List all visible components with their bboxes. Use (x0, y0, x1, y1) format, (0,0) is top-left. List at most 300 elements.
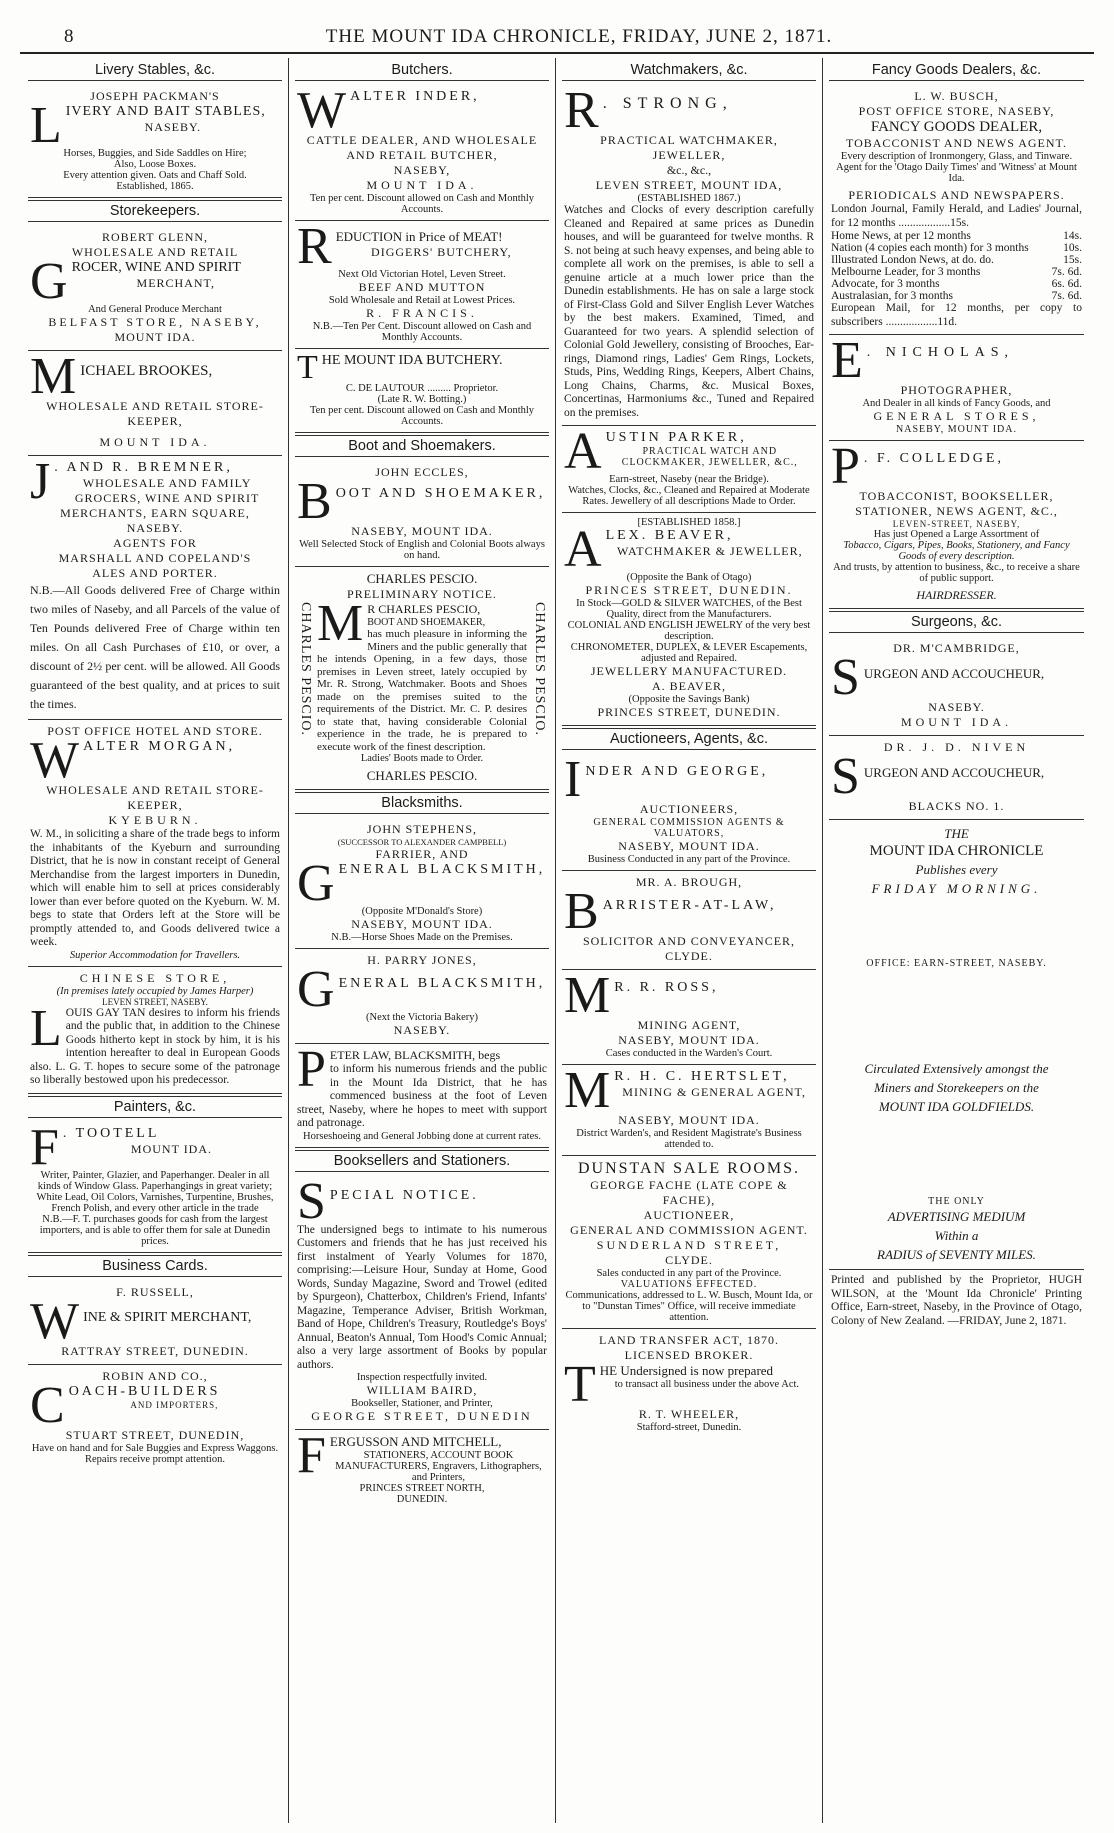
ad-body: STATIONERS, ACCOUNT BOOK MANUFACTURERS, Engravers, Lithographers, and Printers, (335, 1450, 542, 1483)
newspaper-price: 7s. 6d. (1051, 266, 1082, 278)
ad-body: Ten per cent. Discount allowed on Cash and Monthly Accounts. (309, 405, 535, 427)
section-heading: Fancy Goods Dealers, &c. (829, 60, 1084, 81)
page-number: 8 (64, 26, 75, 47)
newspaper-title: Melbourne Leader, for 3 months (831, 266, 981, 278)
ad-address: RATTRAY STREET, DUNEDIN. (61, 1343, 249, 1358)
chronicle-circ: Circulated Extensively amongst the (864, 1061, 1049, 1076)
drop-cap: M (564, 967, 611, 1024)
ad-line: TOBACCONIST AND NEWS AGENT. (845, 136, 1067, 150)
ad-line: Every attention given. Oats and Chaff Sold. (63, 170, 247, 181)
section-heading: Blacksmiths. (295, 792, 549, 814)
drop-cap: W (30, 1292, 80, 1350)
ad-body: In Stock—GOLD & SILVER WATCHES, of the Best Quality, direct from the Manufacturers. (576, 598, 802, 620)
ad-name: MR. A. BROUGH, (635, 875, 743, 889)
ad-line: CATTLE DEALER, AND WHOLESALE AND RETAIL BUTCHER, (306, 133, 538, 162)
ad-line: SOLICITOR AND CONVEYANCER, (582, 934, 796, 948)
ad-glenn (28, 226, 282, 351)
newspaper-price: 14s. (1063, 230, 1082, 242)
ad-line: WHOLESALE AND RETAIL STORE-KEEPER, (46, 783, 264, 812)
ad-title: FANCY GOODS DEALER, (870, 119, 1043, 135)
newspaper-item (831, 290, 1082, 302)
ad-body: Communications, addressed to L. W. Busch, Mount Ida, or to "Dunstan Times" Office, will receive immediate attention. (565, 1290, 813, 1323)
side-text-right: CHARLES PESCIO. (532, 602, 547, 737)
ad-head: LAND TRANSFER ACT, 1870. (599, 1333, 779, 1347)
ad-body: COLONIAL AND ENGLISH JEWELRY of the very best description. (567, 620, 811, 642)
ad-location: (Next the Victoria Bakery) (365, 1012, 478, 1023)
ad-colledge (829, 438, 1084, 609)
ad-line: PRACTICAL WATCHMAKER, JEWELLER, (600, 133, 778, 162)
ad-body: And trusts, by attention to business, &c., to receive a share of public support. (833, 562, 1080, 584)
newspaper-item (831, 266, 1082, 278)
section-heading: Painters, &c. (28, 1096, 282, 1118)
ad-line: Sold Wholesale and Retail at Lowest Prices. (328, 295, 516, 306)
chronicle-office: OFFICE: EARN-STREET, NASEBY. (866, 958, 1047, 969)
ad-place: NASEBY, MOUNT IDA. (618, 1033, 760, 1047)
drop-cap: M (564, 1062, 611, 1119)
drop-cap: R (564, 82, 599, 139)
ad-note: N.B.—Ten Per Cent. Discount allowed on Cash and Monthly Accounts. (312, 321, 532, 343)
ad-name: DR. M'CAMBRIDGE, (893, 641, 1020, 655)
ad-line: And General Produce Merchant (88, 304, 222, 315)
ad-title: NDER AND GEORGE, (585, 764, 769, 779)
newspaper-item: London Journal, Family Herald, and Ladies' Journal, for 12 months ..................15s. (831, 203, 1082, 229)
ad-established: (ESTABLISHED 1867.) (637, 193, 741, 204)
drop-cap: A (564, 521, 602, 578)
ad-line: KEEPER, (127, 414, 183, 428)
ad-name: F. RUSSELL, (116, 1284, 194, 1299)
ad-title: DUNSTAN SALE ROOMS. (577, 1160, 801, 1177)
ad-ross (562, 967, 816, 1065)
ad-line: MINING & GENERAL AGENT, (622, 1085, 806, 1099)
ad-place: CLYDE. (665, 1253, 713, 1267)
ad-address: Earn-street, Naseby (near the Bridge). (609, 474, 769, 485)
ad-signature: R. T. WHEELER, (638, 1407, 740, 1421)
masthead: THE MOUNT IDA CHRONICLE, FRIDAY, JUNE 2, 1871. (325, 26, 833, 47)
drop-cap: I (564, 751, 582, 808)
ad-title: . TOOTELL (62, 1125, 160, 1141)
ad-body: WHOLESALE AND FAMILY GROCERS, WINE AND SPIRIT MERCHANTS, EARN SQUARE, NASEBY. (60, 476, 260, 535)
ad-pescio (295, 567, 549, 790)
ad-place: NASEBY, MOUNT IDA. (618, 1113, 760, 1127)
ad-body: Horseshoeing and General Jobbing done at current rates. (303, 1130, 541, 1142)
ad-body: Watches and Clocks of every description carefully Cleaned and Repaired at same prices as Dunedin houses, and will be guaranteed for twelve months. R S. not being at such heavy expenses, and being able to complete all work on the premises, is able to sell a genuine article at a much lower price than the Dunedin establishments. He has on sale a large stock of First-Class Gold and Silver English Lever Watches by the best makers. Examined, Timed, and Guaranteed for two years. A splendid selection of Colonial Gold Jewellery, consisting of Brooches, Ear-rings, Diamond rings, Ladies' Gem Rings, Lockets, Studs, Pins, Wedding Rings, Keepers, Albert Chains, Long Chains, Charms, &c. Musical Boxes, Concertinas, Harmoniums &c., Tuned and Repaired on the premises. (564, 204, 814, 419)
drop-cap: G (297, 961, 335, 1018)
newspaper-list (831, 230, 1082, 302)
drop-cap: P (297, 1041, 326, 1098)
columns (22, 58, 1092, 1823)
drop-cap: W (30, 732, 80, 789)
newspaper-item (831, 254, 1082, 266)
ad-line: AGENTS FOR (113, 536, 197, 550)
newspaper-title: Advocate, for 3 months (831, 278, 940, 290)
ad-line: BEEF AND MUTTON (358, 280, 486, 294)
ad-body: Business Conducted in any part of the Province. (587, 854, 791, 865)
ad-line: C. DE LAUTOUR ......... Proprietor. (345, 383, 499, 394)
ad-packman (28, 85, 282, 198)
ad-parker (562, 423, 816, 513)
ad-mount-ida-butchery (295, 349, 549, 433)
page-header (20, 22, 1094, 54)
chronicle-within: Within a (934, 1228, 979, 1243)
ad-place: MOUNT IDA. (900, 715, 1013, 729)
ad-address: BLACKS NO. 1. (908, 799, 1005, 813)
ad-name: DIGGERS' BUTCHERY, (371, 245, 512, 259)
ad-title: ENERAL BLACKSMITH, (338, 976, 546, 991)
ad-line: FARRIER, AND (375, 847, 469, 861)
chronicle-title: MOUNT IDA CHRONICLE (869, 843, 1044, 859)
ad-address: LEVEN-STREET, NASEBY, (892, 519, 1021, 529)
ad-title: ALTER INDER, (350, 89, 480, 104)
ad-russell (28, 1281, 282, 1365)
ad-jones (295, 949, 549, 1044)
column-2 (289, 58, 556, 1823)
ad-line: VALUATIONS EFFECTED. (620, 1279, 758, 1290)
ad-signature: CHARLES PESCIO. (366, 768, 478, 783)
newspaper-title: Nation (4 copies each month) for 3 months (831, 242, 1029, 254)
section-heading: Watchmakers, &c. (562, 60, 816, 81)
ad-bremner (28, 453, 282, 720)
section-heading: Boot and Shoemakers. (295, 435, 549, 457)
newspaper-price: 6s. 6d. (1051, 278, 1082, 290)
ad-title: R. R. ROSS, (614, 980, 719, 995)
ad-title: ALTER MORGAN, (83, 739, 236, 754)
ad-title: INE & SPIRIT MERCHANT, (83, 1309, 252, 1325)
drop-cap: L (30, 97, 62, 154)
ad-baird (295, 1172, 549, 1431)
drop-cap: W (297, 82, 347, 139)
section-heading: Booksellers and Stationers. (295, 1150, 549, 1172)
ad-dunstan (562, 1156, 816, 1329)
ad-line: MINING AGENT, (637, 1018, 741, 1032)
ad-location: (Opposite the Bank of Otago) (626, 572, 752, 583)
ad-line: GENERAL COMMISSION AGENTS & VALUATORS, (593, 817, 785, 839)
ad-line: TOBACCONIST, BOOKSELLER, STATIONER, NEWS AGENT, &C., (855, 489, 1058, 518)
imprint-text: Printed and published by the Proprietor, HUGH WILSON, at the 'Mount Ida Chronicle' Printing Office, Earn-street, Naseby, in the Province of Otago, Colony of New Zealand. —FRIDAY, June 2, 1871. (831, 1274, 1082, 1327)
ad-line: Horses, Buggies, and Side Saddles on Hire; (63, 148, 247, 159)
ad-place: DUNEDIN. (396, 1494, 448, 1505)
ad-eccles (295, 461, 549, 567)
ad-foot: Repairs receive prompt attention. (85, 1453, 225, 1465)
ad-name: L. W. BUSCH, (914, 89, 999, 103)
ad-stephens (295, 818, 549, 949)
ad-busch (829, 85, 1084, 335)
ad-brookes (28, 348, 282, 456)
ad-line: Bookseller, Stationer, and Printer, (351, 1398, 493, 1409)
ad-place: CLYDE. (665, 949, 713, 963)
ad-inder-george (562, 751, 816, 871)
ad-body: OUIS GAY TAN desires to inform his friends and the public that, in addition to the Chinese Goods hitherto kept in stock by him, it is his intention hereafter to deal in European Goods also. L. G. T. hopes to secure some of the patronage so liberally bestowed upon his predecessor. (30, 1006, 280, 1086)
ad-name: WILLIAM BAIRD, (366, 1383, 478, 1397)
ad-place: NASEBY, MOUNT IDA. (351, 524, 493, 538)
ad-body: has much pleasure in informing the Miners and the public generally that he intends Opening, in a few days, those premises in Leven street, lately occupied by Mr. R. Strong, Watchmaker. Boots and Shoes made on the premises suited to the requirements of the District. Mr. C. P. desires to state that, having considerable Colonial experience in the trade, he is prepared to execute work of the finest description. (317, 628, 527, 753)
ad-name: CHARLES PESCIO. (366, 571, 478, 586)
ad-nicholas (829, 332, 1084, 441)
chronicle-circ: Miners and Storekeepers on the (874, 1080, 1039, 1095)
ad-name: DR. J. D. NIVEN (883, 740, 1030, 754)
ad-signature: R. FRANCIS. (366, 306, 478, 320)
ad-place: NASEBY. (928, 700, 985, 714)
ad-body: District Warden's, and Resident Magistrate's Business attended to. (576, 1128, 802, 1150)
ad-line: MARSHALL AND COPELAND'S (58, 551, 252, 565)
ad-morgan (28, 720, 282, 967)
ad-robin (28, 1365, 282, 1470)
ad-title: LEX. BEAVER, (605, 528, 734, 543)
ad-signature: A. BEAVER, (651, 679, 727, 693)
ad-hairdresser: HAIRDRESSER. (916, 588, 997, 602)
newspaper-price: 7s. 6d. (1051, 290, 1082, 302)
drop-cap: F (297, 1427, 326, 1484)
section-heading: Livery Stables, &c. (28, 60, 282, 81)
section-heading: Surgeons, &c. (829, 611, 1084, 633)
ad-line: And Dealer in all kinds of Fancy Goods, and (862, 398, 1051, 409)
newspaper-title: Australasian, for 3 months (831, 290, 954, 302)
ad-line: PRACTICAL WATCH AND CLOCKMAKER, JEWELLER, &C., (621, 446, 798, 468)
ad-line: WHOLESALE AND RETAIL STORE- (46, 399, 264, 413)
ad-sub: (In premises lately occupied by James Harper) (56, 985, 254, 997)
ad-sub: LICENSED BROKER. (624, 1348, 754, 1362)
ad-title: ARRISTER-AT-LAW, (602, 898, 777, 913)
ad-title: ETER LAW, BLACKSMITH, begs (329, 1048, 501, 1062)
ad-line: Inspection respectfully invited. (356, 1372, 488, 1383)
drop-cap: J (30, 453, 51, 510)
ad-line: Also, Loose Boxes. (113, 159, 197, 170)
chronicle-circ: MOUNT IDA GOLDFIELDS. (878, 1099, 1035, 1114)
ad-address: Stafford-street, Dunedin. (636, 1422, 742, 1433)
column-3 (556, 58, 823, 1823)
ad-address: POST OFFICE STORE, NASEBY, (858, 104, 1055, 118)
ad-body: Cases conducted in the Warden's Court. (605, 1048, 773, 1059)
ad-name: JOHN ECCLES, (375, 465, 469, 479)
drop-cap: M (317, 595, 364, 652)
ad-place: NASEBY, MOUNT IDA. (351, 917, 493, 931)
ad-address: GEORGE STREET, DUNEDIN (311, 1409, 533, 1423)
drop-cap: L (30, 999, 62, 1057)
ad-title: . STRONG, (602, 95, 733, 112)
newspaper-item: European Mail, for 12 months, per copy to subscribers ..................11d. (831, 302, 1082, 328)
ad-title: ROCER, WINE AND SPIRIT (71, 260, 241, 275)
ad-foot: Superior Accommodation for Travellers. (69, 949, 241, 961)
ad-place: KYEBURN. (108, 813, 202, 827)
ad-place: MOUNT IDA. (114, 330, 196, 344)
ad-title: CHINESE STORE, (79, 970, 231, 985)
ad-line: GENERAL STORES, (873, 409, 1040, 423)
ad-line: BOOT AND SHOEMAKER, (367, 617, 486, 628)
ad-body: to transact all business under the above Act. (614, 1379, 800, 1390)
ad-body: Well Selected Stock of English and Colonial Boots always on hand. (299, 539, 545, 561)
ad-mccambridge (829, 637, 1084, 736)
column-1 (22, 58, 289, 1823)
newspaper-item (831, 242, 1082, 254)
ad-title: . AND R. BREMNER, (54, 460, 233, 475)
ad-chronicle (829, 820, 1084, 1270)
ad-line: &c., &c., (666, 163, 712, 177)
chronicle-only: THE ONLY (928, 1196, 985, 1207)
ad-head: POST OFFICE HOTEL AND STORE. (47, 724, 263, 738)
side-text-left: CHARLES PESCIO. (298, 602, 313, 737)
ad-place: NASEBY. (144, 120, 202, 134)
ad-line: AUCTIONEER, (643, 1208, 735, 1222)
ad-title: PECIAL NOTICE. (329, 1187, 479, 1203)
newspaper-title: Home News, at per 12 months (831, 230, 971, 242)
ad-note: N.B.—F. T. purchases goods for cash from the largest importers, and is able to offer them for sale at Dunedin prices. (39, 1213, 271, 1247)
newspaper-item (831, 230, 1082, 242)
ad-body: Have on hand and for Sale Buggies and Express Waggons. (31, 1442, 279, 1454)
ad-address: STUART STREET, DUNEDIN, (65, 1427, 245, 1442)
drop-cap: E (831, 332, 863, 389)
drop-cap: M (30, 348, 77, 405)
ad-place: NASEBY, MOUNT IDA. (618, 839, 760, 853)
ad-name: JOSEPH PACKMAN'S (90, 89, 220, 103)
ad-tootell (28, 1118, 282, 1253)
ad-line: AUCTIONEERS, (639, 802, 739, 816)
chronicle-day: FRIDAY MORNING. (871, 881, 1042, 896)
drop-cap: T (564, 1356, 596, 1413)
ad-address: LEVEN STREET, NASEBY. (102, 996, 208, 1007)
ad-diggers-butchery (295, 218, 549, 349)
ad-address: SUNDERLAND STREET, (596, 1238, 782, 1252)
ad-body: JEWELLERY MANUFACTURED. (590, 664, 788, 678)
ad-body: Every description of Ironmongery, Glass, and Tinware. (840, 151, 1073, 162)
ad-strong (562, 82, 816, 426)
ad-location: (Opposite M'Donald's Store) (361, 906, 483, 917)
drop-cap: S (831, 748, 860, 805)
ad-line: ALES AND PORTER. (92, 566, 218, 580)
drop-cap: G (30, 253, 68, 310)
ad-title: OOT AND SHOEMAKER, (335, 486, 546, 501)
ad-inder (295, 82, 549, 221)
section-heading: Butchers. (295, 60, 549, 81)
ad-title: EDUCTION in Price of MEAT! (335, 229, 503, 244)
ad-body: Watches, Clocks, &c., Cleaned and Repaired at Moderate Rates. Jewellery of all descriptions Made to Order. (568, 485, 810, 507)
ad-place: NASEBY, (393, 163, 451, 177)
ad-title: ICHAEL BROOKES, (80, 363, 213, 379)
ad-title: HE Undersigned is now prepared (599, 1363, 774, 1378)
drop-cap: S (831, 649, 860, 706)
ad-address: LEVEN STREET, MOUNT IDA, (595, 178, 783, 192)
ad-line: Established, 1865. (116, 181, 194, 192)
ad-body: CHRONOMETER, DUPLEX, & LEVER Escapements, adjusted and Repaired. (570, 642, 808, 664)
section-heading: Business Cards. (28, 1255, 282, 1277)
ad-name: JOHN STEPHENS, (366, 822, 477, 836)
ad-name: H. PARRY JONES, (367, 953, 477, 967)
ad-place: NASEBY. (393, 1023, 451, 1037)
imprint (829, 1270, 1084, 1333)
ad-line: WHOLESALE AND RETAIL (71, 245, 239, 259)
ad-fergusson (295, 1427, 549, 1510)
ad-line: WATCHMAKER & JEWELLER, (616, 544, 803, 558)
ad-place: MOUNT IDA. (130, 1141, 213, 1156)
ad-name: ROBIN AND CO., (102, 1368, 208, 1383)
ad-place: MOUNT IDA. (366, 178, 478, 192)
ad-peter-law (295, 1041, 549, 1148)
ad-title: IVERY AND BAIT STABLES, (65, 104, 266, 119)
drop-cap: A (564, 423, 602, 480)
ad-line: MERCHANT, (136, 276, 215, 290)
ad-address: PRINCES STREET, DUNEDIN. (585, 583, 793, 597)
ad-title: R. H. C. HERTSLET, (614, 1069, 790, 1084)
ad-place: NASEBY, MOUNT IDA. (896, 424, 1017, 435)
ad-body: Writer, Painter, Glazier, and Paperhanger. Dealer in all kinds of Window Glass. Paperhangings in great variety; White Lead, Oil Colors, Varnishes, Turpentine, Brushes, French Polish, and every other article in the trade (36, 1169, 274, 1214)
ad-body: Has just Opened a Large Assortment of (873, 529, 1040, 540)
ad-line: (Late R. W. Botting.) (377, 394, 467, 405)
chronicle-the: THE (944, 826, 969, 841)
ad-title: R CHARLES PESCIO, (367, 602, 481, 616)
ad-line: AND IMPORTERS, (130, 1399, 219, 1410)
ad-title: ERGUSSON AND MITCHELL, (329, 1434, 502, 1449)
ad-chinese-store (28, 967, 282, 1094)
chronicle-radius: RADIUS of SEVENTY MILES. (877, 1247, 1036, 1262)
section-heading: Auctioneers, Agents, &c. (562, 728, 816, 750)
drop-cap: T (297, 349, 318, 386)
ad-line: (SUCCESSOR TO ALEXANDER CAMPBELL) (337, 837, 507, 847)
ad-title: URGEON AND ACCOUCHEUR, (863, 666, 1045, 681)
drop-cap: G (297, 855, 335, 912)
ad-hertslet (562, 1062, 816, 1156)
ad-body: Tobacco, Cigars, Pipes, Books, Stationery, and Fancy Goods of every description. (843, 540, 1070, 562)
ad-body: Sales conducted in any part of the Province. (596, 1268, 782, 1279)
ad-body: Agent for the 'Otago Daily Times' and 'Witness' at Mount Ida. (836, 162, 1077, 184)
ad-line: PHOTOGRAPHER, (900, 383, 1013, 397)
drop-cap: C (30, 1376, 65, 1434)
ad-established: [ESTABLISHED 1858.] (637, 517, 741, 528)
ad-line: GENERAL AND COMMISSION AGENT. (570, 1223, 808, 1237)
pescio-main (317, 595, 527, 753)
ad-location: Next Old Victorian Hotel, Leven Street. (338, 269, 506, 280)
ad-title: . NICHOLAS, (866, 345, 1015, 360)
drop-cap: F (30, 1118, 59, 1176)
ad-address: PRINCES STREET NORTH, (359, 1483, 485, 1494)
ad-title: ENERAL BLACKSMITH, (338, 862, 546, 877)
ad-notice: PRELIMINARY NOTICE. (347, 587, 497, 601)
newspaper-price: 15s. (1063, 254, 1082, 266)
ad-place: MOUNT IDA. (99, 435, 211, 449)
chronicle-pub: Publishes every (915, 862, 998, 877)
drop-cap: S (297, 1172, 326, 1230)
ad-beaver (562, 513, 816, 726)
drop-cap: P (831, 438, 860, 495)
ad-body: N.B.—All Goods delivered Free of Charge within two miles of Naseby, and all Parcels of the value of Ten Pounds delivered Free of Charge within ten miles. On all Cash Purchases of £10, or over, a discount of 2½ per cent. will be allowed. All Goods guaranteed of the best quality, and at prices to suit the times. (30, 583, 280, 711)
newspaper-price: 10s. (1063, 242, 1082, 254)
newspaper-item (831, 278, 1082, 290)
ad-title: . F. COLLEDGE, (863, 451, 1004, 466)
pescio-box (297, 595, 547, 753)
ad-body: to inform his numerous friends and the public in the Mount Ida District, that he has commenced business at the foot of Leven street, Naseby, where he hopes to meet with support and patronage. (297, 1063, 547, 1129)
ad-name: ROBERT GLENN, (101, 230, 209, 244)
ad-wheeler (562, 1329, 816, 1438)
ad-foot: Ladies' Boots made to Order. (360, 753, 484, 764)
drop-cap: B (297, 473, 332, 530)
ad-location: (Opposite the Savings Bank) (628, 694, 750, 705)
ad-title: USTIN PARKER, (605, 430, 747, 445)
chronicle-adv: ADVERTISING MEDIUM (887, 1209, 1026, 1224)
drop-cap: R (297, 218, 332, 275)
ad-title: OACH-BUILDERS (68, 1383, 221, 1399)
ad-note: N.B.—Horse Shoes Made on the Premises. (331, 932, 513, 943)
newspapers-heading: PERIODICALS AND NEWSPAPERS. (848, 188, 1065, 202)
ad-brough (562, 871, 816, 970)
ad-niven (829, 736, 1084, 820)
ad-body: Ten per cent. Discount allowed on Cash and Monthly Accounts. (309, 193, 535, 215)
ad-title: HE MOUNT IDA BUTCHERY. (321, 353, 503, 368)
ad-name: GEORGE FACHE (LATE COPE & FACHE), (590, 1178, 788, 1207)
ad-address: BELFAST STORE, NASEBY, (48, 315, 262, 329)
ad-body: The undersigned begs to intimate to his numerous Customers and friends that he has just received his first instalment of Yearly Volumes for 1870, comprising:—Leisure Hour, Sunday at Home, Good Words, Sunday Magazine, Sword and Trowel (edited by Spurgeon), Chatterbox, Children's Friend, Infants' Magazine, Temperance Adviser, British Workman, Band of Hope, Children's Treasury, Routledge's Boys' Annual, Beaton's Annual, Tom Hood's Comic Annual; also a very large assortment of Books by popular authors. (297, 1223, 547, 1371)
ad-body: W. M., in soliciting a share of the trade begs to inform the inhabitants of the Kyeburn and surrounding District, that he is now in constant receipt of General Merchandise from the largest importers in Dunedin, which will enable him to sell at prices considerably lower than ever before quoted on the Kyeburn. W. M. begs to state that Orders left at the Store will be promptly attended to, and Goods delivered twice a week. (30, 828, 280, 948)
newspaper-title: Illustrated London News, at do. do. (831, 254, 994, 266)
section-heading: Storekeepers. (28, 200, 282, 222)
ad-address: PRINCES STREET, DUNEDIN. (597, 705, 781, 719)
column-4 (823, 58, 1090, 1823)
